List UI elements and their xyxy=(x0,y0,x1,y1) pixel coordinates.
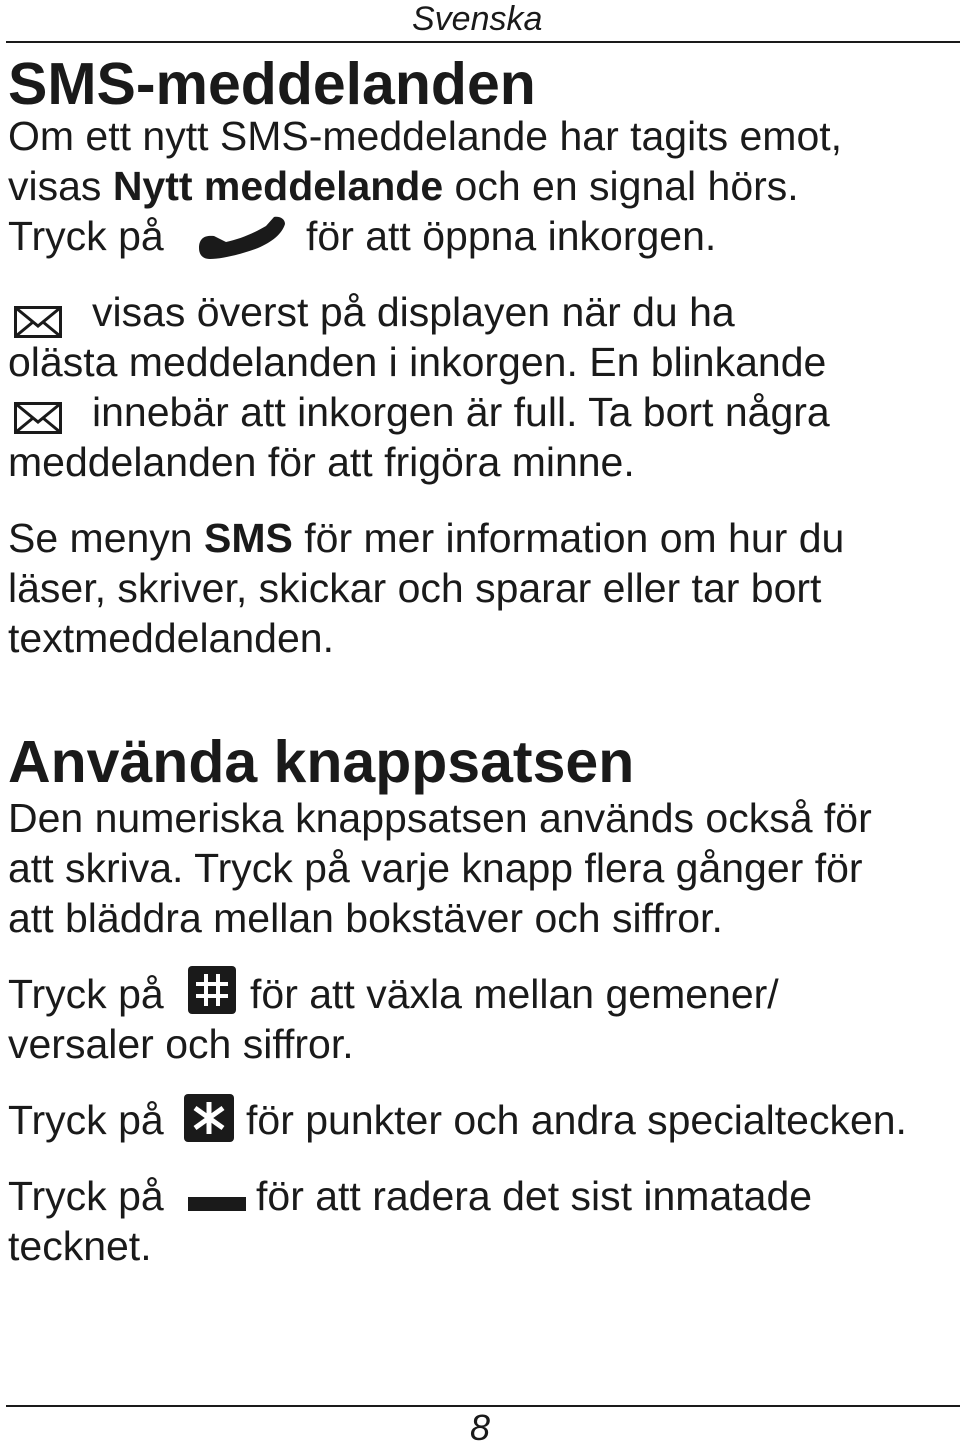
sms-p1-line3b: för att öppna inkorgen. xyxy=(306,213,717,259)
section-title-sms: SMS-meddelanden xyxy=(8,51,536,117)
sms-p2-line4: meddelanden för att frigöra minne. xyxy=(8,439,635,485)
header-rule xyxy=(6,41,960,43)
keypad-p2-line1a: Tryck på xyxy=(8,971,164,1017)
star-key-icon xyxy=(184,1094,234,1142)
sms-p1-line2: visas Nytt meddelande och en signal hörs. xyxy=(8,163,799,209)
keypad-p2-line1b: för att växla mellan gemener/ xyxy=(250,971,779,1017)
sms-p2-line1: visas överst på displayen när du ha xyxy=(92,289,735,335)
keypad-p4-line2: tecknet. xyxy=(8,1223,152,1269)
clear-key-icon xyxy=(188,1197,246,1211)
envelope-icon xyxy=(14,306,62,338)
keypad-p4-line1b: för att radera det sist inmatade xyxy=(256,1173,813,1219)
keypad-p1-line2: att skriva. Tryck på varje knapp flera gånger för xyxy=(8,845,863,891)
sms-p3-line2: läser, skriver, skickar och sparar eller tar bort xyxy=(8,565,822,611)
keypad-p3-line1b: för punkter och andra specialtecken. xyxy=(246,1097,907,1143)
sms-p3-line3: textmeddelanden. xyxy=(8,615,334,661)
keypad-p1-line1: Den numeriska knappsatsen används också för xyxy=(8,795,872,841)
call-key-icon xyxy=(196,214,288,262)
page-number: 8 xyxy=(469,1407,491,1448)
sms-p2-line3: innebär att inkorgen är full. Ta bort några xyxy=(92,389,830,435)
sms-p1-line1: Om ett nytt SMS-meddelande har tagits emot, xyxy=(8,113,843,159)
keypad-p2-line2: versaler och siffror. xyxy=(8,1021,354,1067)
section-title-keypad: Använda knappsatsen xyxy=(8,729,635,795)
sms-p1-line3a: Tryck på xyxy=(8,213,164,259)
keypad-p1-line3: att bläddra mellan bokstäver och siffror. xyxy=(8,895,723,941)
sms-p2-line2: olästa meddelanden i inkorgen. En blinkande xyxy=(8,339,827,385)
hash-key-icon xyxy=(188,966,236,1014)
sms-p3-line1: Se menyn SMS för mer information om hur du xyxy=(8,515,845,561)
header-language: Svenska xyxy=(412,0,543,38)
keypad-p3-line1a: Tryck på xyxy=(8,1097,164,1143)
envelope-blinking-icon xyxy=(14,402,62,434)
keypad-p4-line1a: Tryck på xyxy=(8,1173,164,1219)
